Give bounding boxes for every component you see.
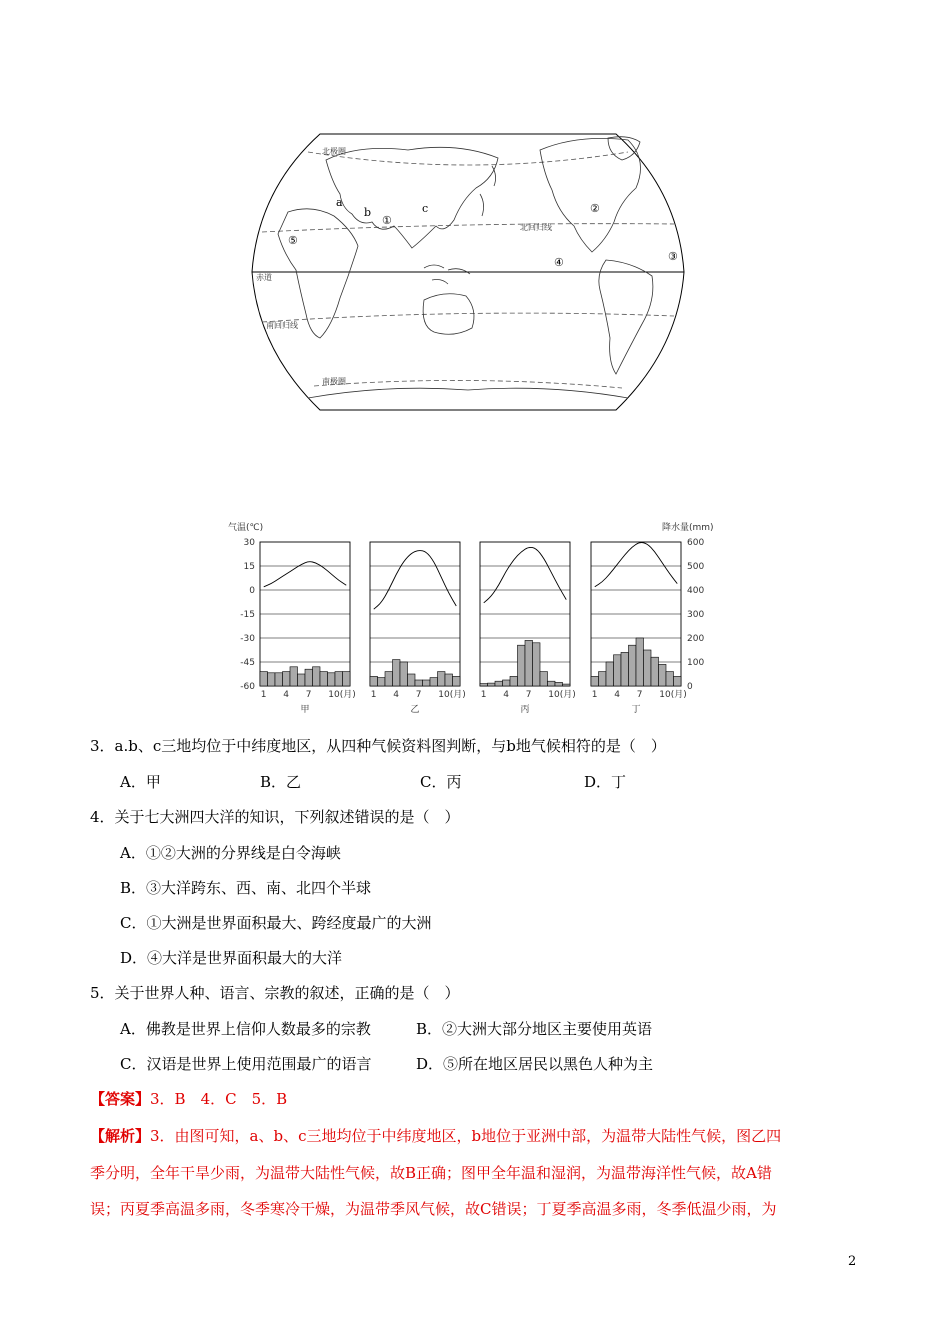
marker-4: ④	[554, 256, 564, 269]
precipitation-axis-label: 降水量(mm)	[662, 523, 714, 533]
month-tick-label: 10(月)	[438, 690, 466, 700]
month-tick-label: 7	[415, 690, 422, 700]
month-tick-label: 4	[614, 690, 620, 700]
precipitation-bar	[591, 676, 599, 686]
precipitation-bar	[408, 674, 416, 686]
precipitation-bar	[651, 657, 659, 686]
month-tick-label: 7	[305, 690, 312, 700]
q4-option-d: D．④大洋是世界面积最大的大洋	[120, 949, 343, 967]
precipitation-bar	[400, 662, 408, 686]
precipitation-bar	[503, 680, 511, 686]
q3-option-d: D．丁	[584, 773, 627, 791]
month-tick-label: 10(月)	[328, 690, 356, 700]
precip-tick-label: 500	[687, 562, 705, 572]
temp-tick-label: 15	[243, 562, 255, 572]
precipitation-bar	[621, 652, 629, 686]
precipitation-bar	[629, 645, 637, 686]
precipitation-bar	[636, 638, 644, 686]
precipitation-bar	[453, 676, 461, 686]
month-tick-label: 7	[525, 690, 532, 700]
answer-line	[90, 1089, 287, 1109]
precipitation-bar	[563, 684, 571, 686]
marker-c: c	[422, 202, 429, 215]
precipitation-bar	[268, 673, 276, 686]
marker-5: ⑤	[288, 234, 298, 247]
precipitation-bar	[606, 662, 614, 686]
marker-a: a	[336, 196, 343, 209]
temp-tick-label: 30	[243, 538, 255, 548]
precipitation-bar	[540, 672, 548, 686]
precipitation-bar	[495, 681, 503, 686]
precipitation-bar	[488, 683, 496, 686]
answer-tag: 【答案】	[90, 1090, 151, 1108]
precipitation-bar	[659, 664, 667, 686]
marker-1: ①	[382, 214, 392, 227]
analysis-line-3: 误；丙夏季高温多雨，冬季寒冷干燥，为温带季风气候，故C错误；丁夏季高温多雨，冬季低温少雨，为	[90, 1200, 777, 1218]
precipitation-bar	[555, 682, 563, 686]
climate-charts-svg	[222, 518, 732, 724]
temp-tick-label: -60	[240, 682, 255, 692]
temperature-axis-label: 气温(℃)	[228, 523, 264, 533]
precipitation-bar	[525, 640, 533, 686]
q3-option-a: A．甲	[120, 773, 161, 791]
precipitation-bar	[548, 681, 556, 686]
precipitation-bar	[423, 680, 431, 686]
q3-stem: 3．a.b、c三地均位于中纬度地区，从四种气候资料图判断，与b地气候相符的是（ ）	[90, 737, 666, 755]
month-tick-label: 4	[503, 690, 509, 700]
precipitation-bar	[260, 672, 268, 686]
q5-option-d: D．⑤所在地区居民以黑色人种为主	[416, 1055, 654, 1073]
precipitation-bar	[674, 676, 682, 686]
precipitation-bar	[328, 673, 336, 686]
chart-panel-name: 丁	[631, 705, 641, 715]
precip-tick-label: 100	[687, 658, 705, 668]
month-tick-label: 1	[591, 690, 598, 700]
chart-panel-name: 甲	[300, 705, 310, 715]
month-tick-label: 10(月)	[659, 690, 687, 700]
month-tick-label: 7	[636, 690, 643, 700]
q5-stem: 5．关于世界人种、语言、宗教的叙述，正确的是（ ）	[90, 984, 460, 1002]
precipitation-bar	[335, 672, 343, 686]
precipitation-bar	[393, 660, 401, 686]
world-map	[248, 130, 688, 415]
temp-tick-label: -45	[240, 658, 255, 668]
analysis-tag: 【解析】	[90, 1127, 151, 1145]
chart-panel-name: 丙	[520, 705, 530, 715]
precipitation-bar	[298, 674, 306, 686]
q3-option-b: B．乙	[260, 773, 302, 791]
equator-label: 赤道	[256, 273, 272, 282]
precip-tick-label: 400	[687, 586, 705, 596]
q3-option-c: C．丙	[420, 773, 462, 791]
precipitation-bar	[533, 643, 541, 686]
precip-tick-label: 600	[687, 538, 705, 548]
precipitation-bar	[378, 678, 386, 686]
q4-option-b: B．③大洋跨东、西、南、北四个半球	[120, 879, 372, 897]
analysis-line-2: 季分明，全年干旱少雨，为温带大陆性气候，故B正确；图甲全年温和湿润，为温带海洋性气候，故A错	[90, 1164, 772, 1182]
month-tick-label: 10(月)	[548, 690, 576, 700]
page-number: 2	[848, 1254, 857, 1269]
marker-3: ③	[668, 250, 678, 263]
marker-b: b	[364, 206, 372, 219]
precipitation-bar	[430, 678, 438, 686]
temp-tick-label: -30	[240, 634, 255, 644]
q4-option-a: A．①②大洲的分界线是白令海峡	[120, 844, 341, 862]
world-map-svg	[248, 130, 688, 415]
precipitation-bar	[275, 673, 283, 686]
precipitation-bar	[666, 672, 674, 686]
month-tick-label: 1	[480, 690, 487, 700]
precipitation-bar	[480, 684, 488, 686]
q5-option-a: A．佛教是世界上信仰人数最多的宗教	[120, 1020, 371, 1038]
month-tick-label: 4	[393, 690, 399, 700]
precip-tick-label: 0	[687, 682, 693, 692]
chart-panel-name: 乙	[410, 705, 420, 715]
precipitation-bar	[313, 667, 321, 686]
precipitation-bar	[343, 672, 351, 686]
tropic-capricorn-label: 南回归线	[266, 321, 298, 330]
precip-tick-label: 200	[687, 634, 705, 644]
precipitation-bar	[385, 672, 393, 686]
q4-stem: 4．关于七大洲四大洋的知识，下列叙述错误的是（ ）	[90, 808, 460, 826]
precipitation-bar	[290, 667, 298, 686]
arctic-circle-label: 北极圈	[322, 147, 346, 156]
precipitation-bar	[415, 680, 423, 686]
antarctic-circle-label: 南极圈	[322, 377, 346, 386]
month-tick-label: 1	[370, 690, 377, 700]
answer-text: 3．B 4．C 5．B	[150, 1090, 288, 1108]
tropic-cancer-label: 北回归线	[520, 223, 552, 232]
q5-option-b: B．②大洲大部分地区主要使用英语	[416, 1020, 653, 1038]
precipitation-bar	[283, 672, 291, 686]
precipitation-bar	[518, 645, 526, 686]
q5-option-c: C．汉语是世界上使用范围最广的语言	[120, 1055, 372, 1073]
precipitation-bar	[614, 655, 622, 686]
precipitation-bar	[644, 650, 652, 686]
analysis-line-1	[90, 1126, 781, 1146]
month-tick-label: 4	[283, 690, 289, 700]
precipitation-bar	[438, 672, 446, 686]
precip-tick-label: 300	[687, 610, 705, 620]
precipitation-bar	[370, 676, 378, 686]
precipitation-bar	[510, 676, 518, 686]
climate-charts	[222, 518, 732, 724]
temp-tick-label: -15	[240, 610, 255, 620]
precipitation-bar	[320, 672, 328, 686]
marker-2: ②	[590, 202, 600, 215]
precipitation-bar	[599, 672, 607, 686]
precipitation-bar	[445, 674, 453, 686]
month-tick-label: 1	[260, 690, 267, 700]
q4-option-c: C．①大洲是世界面积最大、跨经度最广的大洲	[120, 914, 432, 932]
temp-tick-label: 0	[249, 586, 255, 596]
analysis-text-1: 3．由图可知，a、b、c三地均位于中纬度地区，b地位于亚洲中部，为温带大陆性气候，图乙四	[150, 1127, 782, 1145]
precipitation-bar	[305, 669, 313, 686]
